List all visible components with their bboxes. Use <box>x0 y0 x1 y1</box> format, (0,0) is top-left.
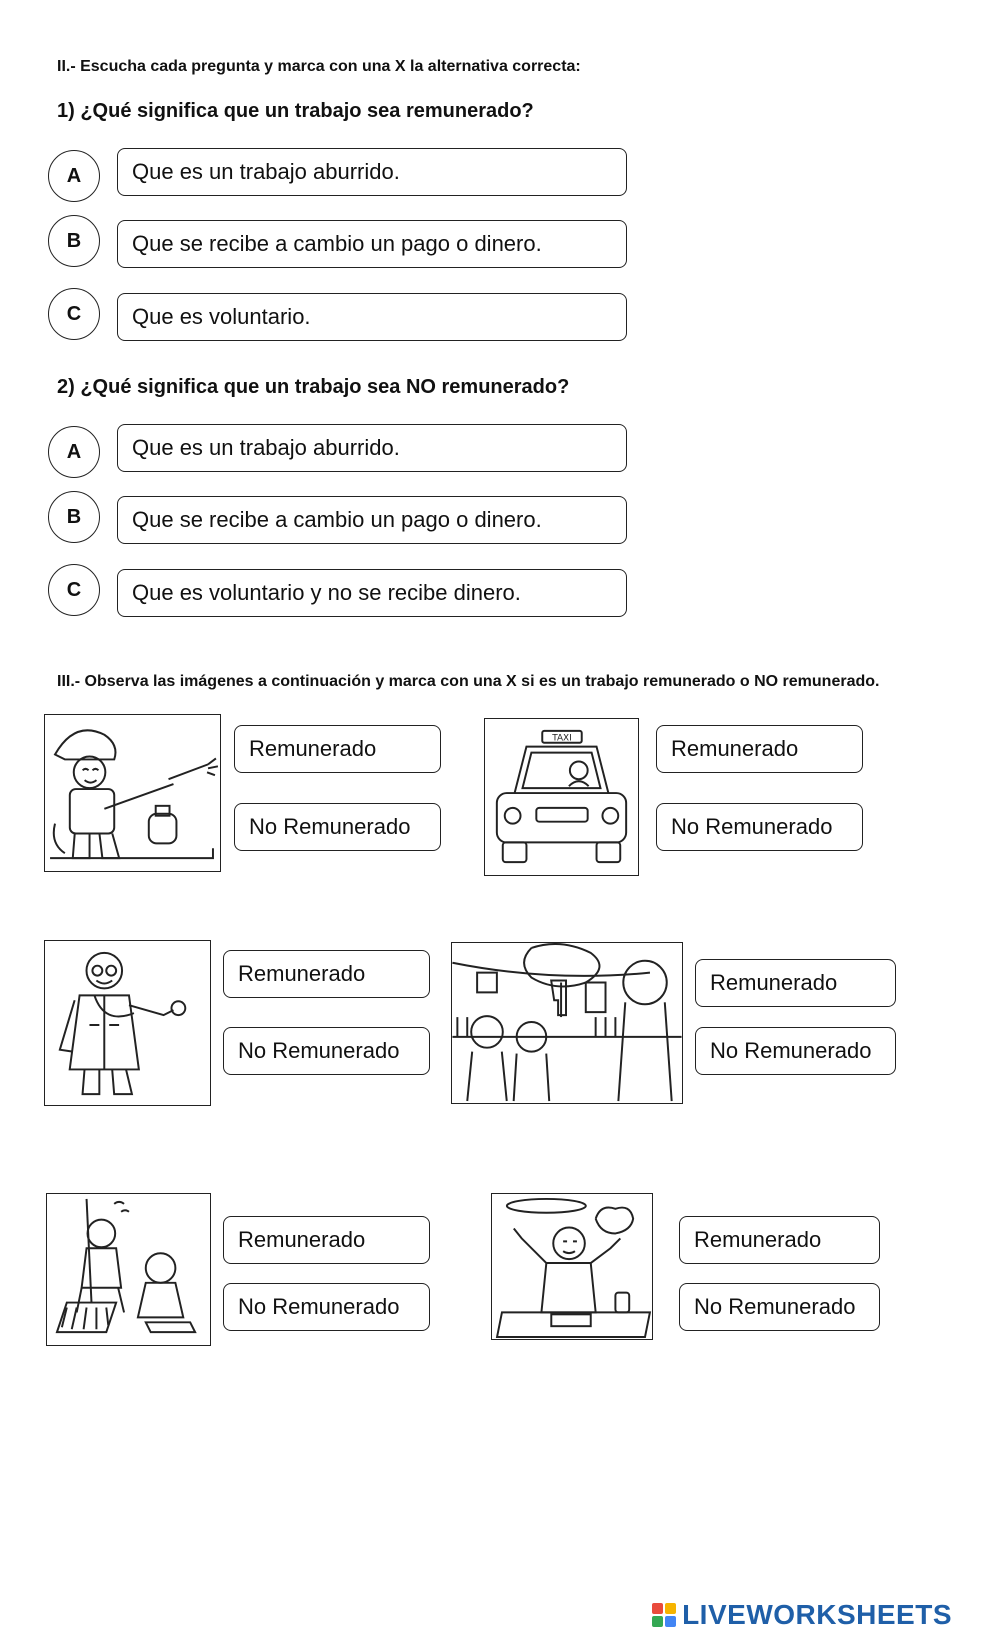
liveworksheets-brand <box>652 1599 952 1631</box>
question-2-text: 2) ¿Qué significa que un trabajo sea NO remunerado? <box>57 376 570 398</box>
taxi-icon <box>485 719 638 875</box>
q2-option-a-circle[interactable]: A <box>48 426 100 478</box>
q1-option-c-text: Que es voluntario. <box>117 293 627 341</box>
laundry-picture <box>451 942 683 1104</box>
section-3-heading: III.- Observa las imágenes a continuación y marca con una X si es un trabajo remunerado o NO remunerado. <box>57 673 880 690</box>
q2-option-b-text: Que se recibe a cambio un pago o dinero. <box>117 496 627 544</box>
item-6-unpaid-option[interactable]: No Remunerado <box>679 1283 880 1331</box>
doctor-picture <box>44 940 211 1106</box>
taxi-sign-text: TAXI <box>552 733 572 744</box>
brand-name: LIVEWORKSHEETS <box>682 1599 952 1630</box>
item-6-paid-option[interactable]: Remunerado <box>679 1216 880 1264</box>
q1-option-b-circle[interactable]: B <box>48 215 100 267</box>
q2-option-b-circle[interactable]: B <box>48 491 100 543</box>
q1-option-a-circle[interactable]: A <box>48 150 100 202</box>
chef-icon <box>492 1194 652 1339</box>
doctor-icon <box>45 941 210 1105</box>
q1-option-b-text: Que se recibe a cambio un pago o dinero. <box>117 220 627 268</box>
sweeping-picture <box>46 1193 211 1346</box>
firefighter-icon <box>45 715 220 871</box>
q2-option-a-text: Que es un trabajo aburrido. <box>117 424 627 472</box>
item-1-unpaid-option[interactable]: No Remunerado <box>234 803 441 851</box>
q1-option-c-circle[interactable]: C <box>48 288 100 340</box>
item-4-paid-option[interactable]: Remunerado <box>695 959 896 1007</box>
firefighter-picture <box>44 714 221 872</box>
item-3-paid-option[interactable]: Remunerado <box>223 950 430 998</box>
liveworksheets-logo-icon <box>652 1603 676 1627</box>
item-3-unpaid-option[interactable]: No Remunerado <box>223 1027 430 1075</box>
q1-option-a-text: Que es un trabajo aburrido. <box>117 148 627 196</box>
taxi-picture <box>484 718 639 876</box>
item-2-unpaid-option[interactable]: No Remunerado <box>656 803 863 851</box>
question-1-text: 1) ¿Qué significa que un trabajo sea remunerado? <box>57 100 534 122</box>
item-5-unpaid-option[interactable]: No Remunerado <box>223 1283 430 1331</box>
item-1-paid-option[interactable]: Remunerado <box>234 725 441 773</box>
q2-option-c-circle[interactable]: C <box>48 564 100 616</box>
section-2-heading: II.- Escucha cada pregunta y marca con una X la alternativa correcta: <box>57 58 581 75</box>
item-4-unpaid-option[interactable]: No Remunerado <box>695 1027 896 1075</box>
chef-picture <box>491 1193 653 1340</box>
item-5-paid-option[interactable]: Remunerado <box>223 1216 430 1264</box>
sweeping-icon <box>47 1194 210 1345</box>
laundry-icon <box>452 943 682 1103</box>
item-2-paid-option[interactable]: Remunerado <box>656 725 863 773</box>
q2-option-c-text: Que es voluntario y no se recibe dinero. <box>117 569 627 617</box>
